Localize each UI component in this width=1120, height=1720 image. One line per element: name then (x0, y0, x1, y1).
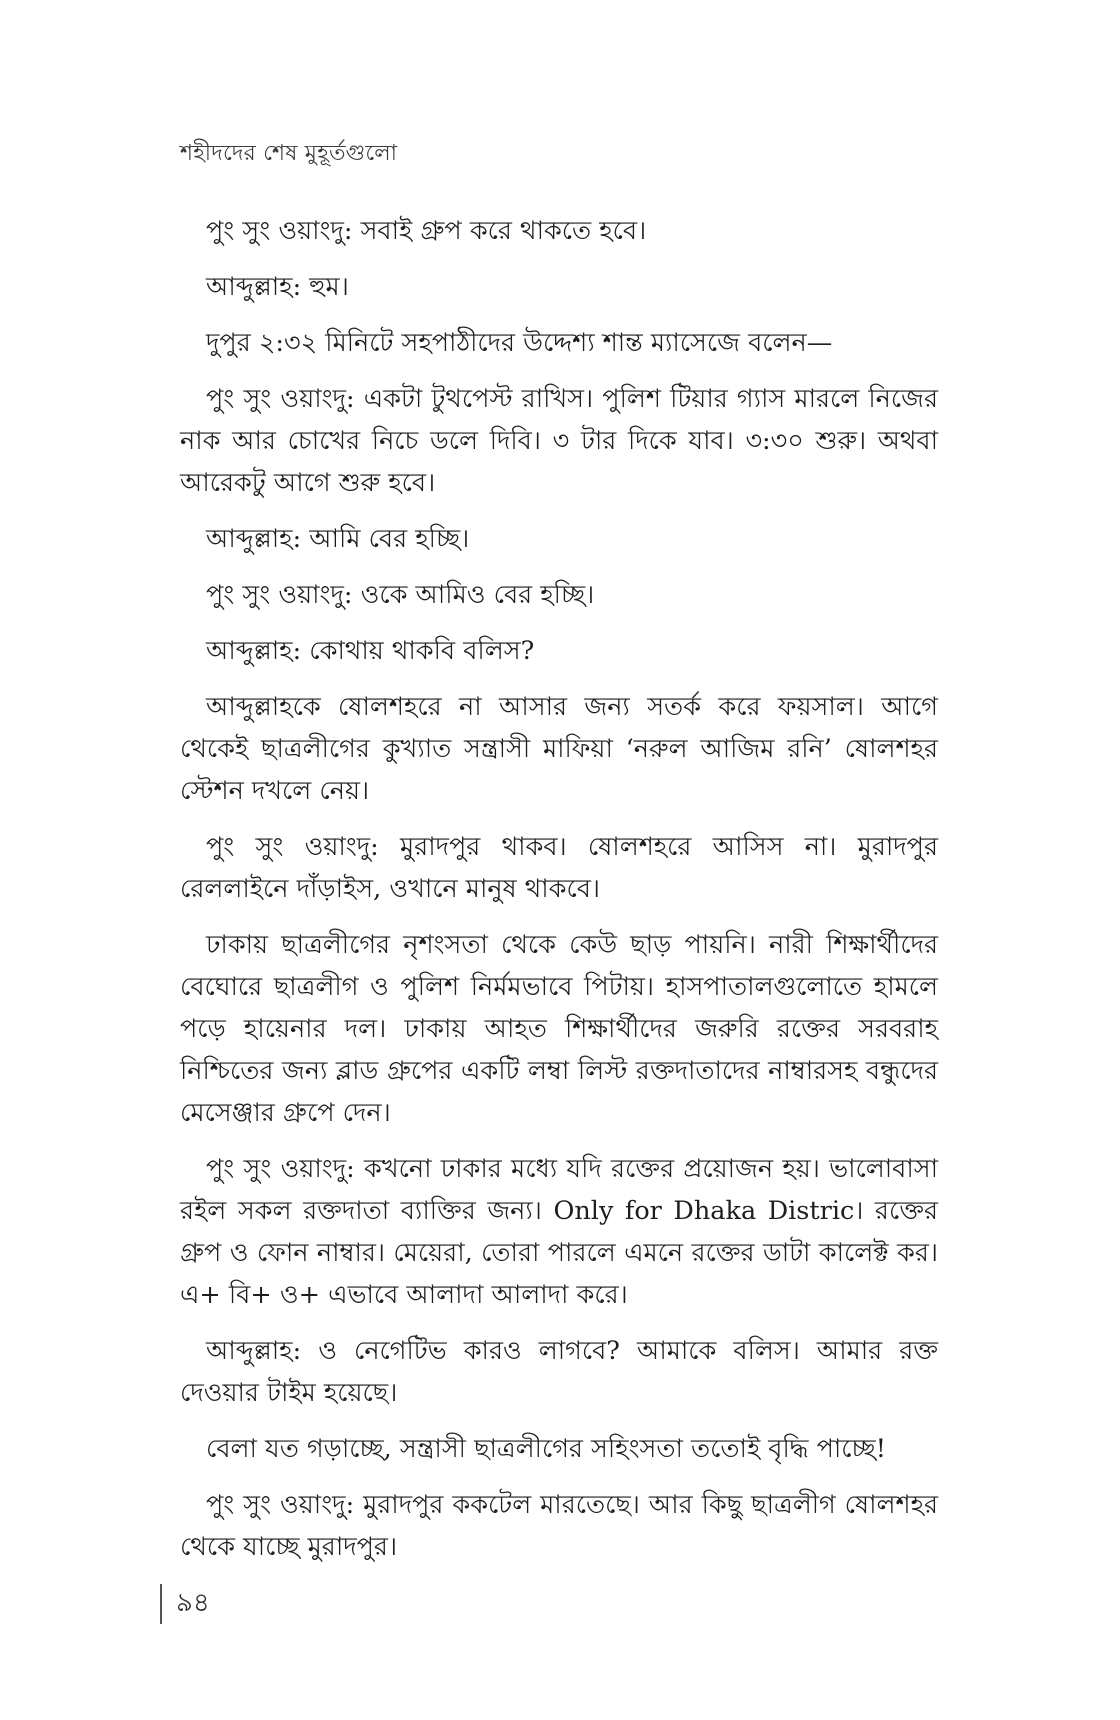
page-number: ৯৪ (176, 1588, 210, 1618)
paragraph: পুং সুং ওয়াংদু: ওকে আমিও বের হচ্ছি। (206, 580, 595, 610)
paragraph: পুং সুং ওয়াংদু: একটা টুথপেস্ট রাখিস। পুলিশ টিয়ার গ্যাস মারলে নিজের নাক আর চোখের নিচে ডলে দিবি। ৩ টার দিকে যাব। ৩:৩০ শুরু। অথবা আরেকটু আগে শুরু হবে। (180, 384, 938, 498)
paragraph: আব্দুল্লাহ: কোথায় থাকবি বলিস? (206, 636, 535, 666)
paragraph: দুপুর ২:৩২ মিনিটে সহপাঠীদের উদ্দেশ্য শান্ত ম্যাসেজে বলেন— (206, 328, 833, 358)
body-text (180, 210, 938, 1582)
page-footer (160, 1584, 210, 1624)
running-header: শহীদদের শেষ মুহূর্তগুলো (180, 141, 398, 166)
footer-rule (160, 1584, 162, 1624)
paragraph: আব্দুল্লাহকে ষোলশহরে না আসার জন্য সতর্ক করে ফয়সাল। আগে থেকেই ছাত্রলীগের কুখ্যাত সন্ত্রাসী মাফিয়া ‘নরুল আজিম রনি’ ষোলশহর স্টেশন দখলে নেয়। (180, 692, 938, 806)
paragraph: ঢাকায় ছাত্রলীগের নৃশংসতা থেকে কেউ ছাড় পায়নি। নারী শিক্ষার্থীদের বেঘোরে ছাত্রলীগ ও পুলিশ নির্মমভাবে পিটায়। হাসপাতালগুলোতে হামলে পড়ে হায়েনার দল। ঢাকায় আহত শিক্ষার্থীদের জরুরি রক্তের সরবরাহ নিশ্চিতের জন্য ব্লাড গ্রুপের একটি লম্বা লিস্ট রক্তদাতাদের নাম্বারসহ বন্ধুদের মেসেঞ্জার গ্রুপে দেন। (180, 930, 938, 1128)
paragraph: আব্দুল্লাহ: হুম। (206, 272, 349, 302)
paragraph: পুং সুং ওয়াংদু: মুরাদপুর ককটেল মারতেছে। আর কিছু ছাত্রলীগ ষোলশহর থেকে যাচ্ছে মুরাদপুর। (180, 1490, 938, 1562)
paragraph: পুং সুং ওয়াংদু: কখনো ঢাকার মধ্যে যদি রক্তের প্রয়োজন হয়। ভালোবাসা রইল সকল রক্তদাতা ব্যাক্তির জন্য। Only for Dhaka Distric। রক্তের গ্রুপ ও ফোন নাম্বার। মেয়েরা, তোরা পারলে এমনে রক্তের ডাটা কালেক্ট কর। এ+ বি+ ও+ এভাবে আলাদা আলাদা করে। (180, 1154, 938, 1310)
paragraph: বেলা যত গড়াচ্ছে, সন্ত্রাসী ছাত্রলীগের সহিংসতা ততোই বৃদ্ধি পাচ্ছে! (206, 1434, 886, 1464)
paragraph: আব্দুল্লাহ: আমি বের হচ্ছি। (206, 524, 470, 554)
paragraph: আব্দুল্লাহ: ও নেগেটিভ কারও লাগবে? আমাকে বলিস। আমার রক্ত দেওয়ার টাইম হয়েছে। (180, 1336, 938, 1408)
paragraph: পুং সুং ওয়াংদু: মুরাদপুর থাকব। ষোলশহরে আসিস না। মুরাদপুর রেললাইনে দাঁড়াইস, ওখানে মানুষ থাকবে। (180, 832, 938, 904)
paragraph: পুং সুং ওয়াংদু: সবাই গ্রুপ করে থাকতে হবে। (206, 216, 647, 246)
